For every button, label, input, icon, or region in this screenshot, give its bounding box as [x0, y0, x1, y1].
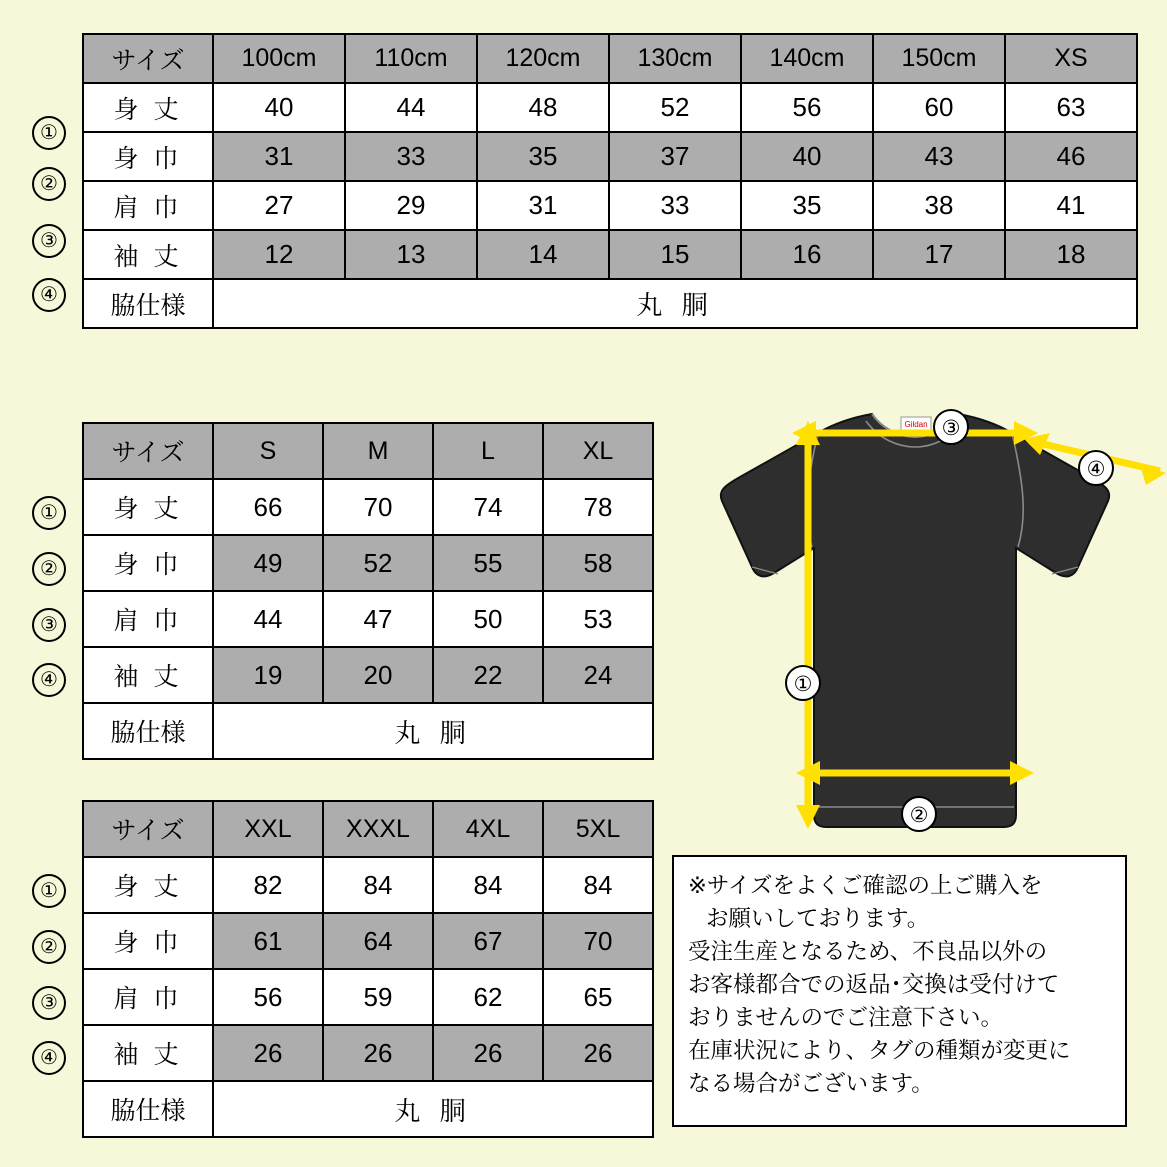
marker-body-width-adult: ②: [32, 552, 66, 586]
marker-body-width-kids: ②: [32, 167, 66, 201]
size-table-adult: [82, 422, 654, 760]
cell-value: 65: [543, 969, 653, 1025]
notes-box: [672, 855, 1127, 1127]
note-line: お願いしております。: [706, 906, 930, 931]
column-header: サイズ: [83, 801, 213, 857]
cell-value: 84: [323, 857, 433, 913]
column-header: 100cm: [213, 34, 345, 83]
spec-label: 脇仕様: [83, 1081, 213, 1137]
cell-value: 17: [873, 230, 1005, 279]
marker-shoulder-width-kids: ③: [32, 224, 66, 258]
cell-value: 18: [1005, 230, 1137, 279]
column-header: XXL: [213, 801, 323, 857]
cell-value: 40: [213, 83, 345, 132]
cell-value: 19: [213, 647, 323, 703]
note-line: 在庫状況により、タグの種類が変更に: [688, 1038, 1071, 1063]
cell-value: 44: [345, 83, 477, 132]
marker-body-length-big: ①: [32, 874, 66, 908]
cell-value: 59: [323, 969, 433, 1025]
spec-label: 脇仕様: [83, 279, 213, 328]
marker-shoulder-width-big: ③: [32, 986, 66, 1020]
cell-value: 27: [213, 181, 345, 230]
tshirt-diagram: [660, 395, 1167, 850]
cell-value: 22: [433, 647, 543, 703]
cell-value: 82: [213, 857, 323, 913]
svg-text:Gildan: Gildan: [904, 420, 928, 429]
marker-body-length-label: ①: [793, 673, 813, 696]
spec-value: 丸 胴: [213, 703, 653, 759]
spec-value: 丸 胴: [213, 1081, 653, 1137]
cell-value: 58: [543, 535, 653, 591]
cell-value: 46: [1005, 132, 1137, 181]
cell-value: 12: [213, 230, 345, 279]
note-line: ※サイズをよくご確認の上ご購入を: [688, 873, 1043, 898]
cell-value: 70: [323, 479, 433, 535]
note-line: なる場合がございます。: [688, 1071, 934, 1096]
cell-value: 61: [213, 913, 323, 969]
cell-value: 70: [543, 913, 653, 969]
cell-value: 84: [543, 857, 653, 913]
cell-value: 40: [741, 132, 873, 181]
table-row: [83, 913, 653, 969]
cell-value: 38: [873, 181, 1005, 230]
cell-value: 52: [323, 535, 433, 591]
size-table-kids: [82, 33, 1138, 329]
cell-value: 43: [873, 132, 1005, 181]
cell-value: 67: [433, 913, 543, 969]
cell-value: 56: [741, 83, 873, 132]
cell-value: 50: [433, 591, 543, 647]
table-row: [83, 132, 1137, 181]
cell-value: 20: [323, 647, 433, 703]
column-header: L: [433, 423, 543, 479]
table-header-row: [83, 423, 653, 479]
cell-value: 35: [477, 132, 609, 181]
cell-value: 14: [477, 230, 609, 279]
row-label: 身 巾: [83, 913, 213, 969]
table-row: [83, 969, 653, 1025]
column-header: 4XL: [433, 801, 543, 857]
row-label: 袖 丈: [83, 647, 213, 703]
spec-value: 丸 胴: [213, 279, 1137, 328]
table-row: [83, 591, 653, 647]
table-row: [83, 230, 1137, 279]
row-label: 袖 丈: [83, 1025, 213, 1081]
marker-body-width-big: ②: [32, 930, 66, 964]
cell-value: 33: [609, 181, 741, 230]
cell-value: 13: [345, 230, 477, 279]
cell-value: 49: [213, 535, 323, 591]
table-row: [83, 181, 1137, 230]
cell-value: 78: [543, 479, 653, 535]
tshirt-illustration: [721, 414, 1109, 827]
cell-value: 53: [543, 591, 653, 647]
row-label: 肩 巾: [83, 591, 213, 647]
column-header: XXXL: [323, 801, 433, 857]
cell-value: 48: [477, 83, 609, 132]
note-line: お客様都合での返品･交換は受付けて: [688, 972, 1060, 997]
marker-body-width-label: ②: [909, 804, 929, 827]
marker-body-length-kids: ①: [32, 116, 66, 150]
column-header: S: [213, 423, 323, 479]
table-row: [83, 647, 653, 703]
size-table-big: [82, 800, 654, 1138]
marker-sleeve-label: ④: [1086, 458, 1106, 481]
column-header: M: [323, 423, 433, 479]
table-row: [83, 535, 653, 591]
row-label: 身 丈: [83, 83, 213, 132]
cell-value: 66: [213, 479, 323, 535]
marker-shoulder-label: ③: [941, 417, 961, 440]
cell-value: 41: [1005, 181, 1137, 230]
cell-value: 74: [433, 479, 543, 535]
cell-value: 60: [873, 83, 1005, 132]
table-row: [83, 479, 653, 535]
column-header: XL: [543, 423, 653, 479]
cell-value: 84: [433, 857, 543, 913]
cell-value: 33: [345, 132, 477, 181]
cell-value: 15: [609, 230, 741, 279]
cell-value: 47: [323, 591, 433, 647]
table-row: [83, 83, 1137, 132]
column-header: 5XL: [543, 801, 653, 857]
row-label: 身 巾: [83, 535, 213, 591]
cell-value: 26: [323, 1025, 433, 1081]
cell-value: 37: [609, 132, 741, 181]
row-label: 身 丈: [83, 857, 213, 913]
cell-value: 62: [433, 969, 543, 1025]
cell-value: 16: [741, 230, 873, 279]
row-label: 身 巾: [83, 132, 213, 181]
cell-value: 26: [433, 1025, 543, 1081]
table-header-row: [83, 801, 653, 857]
note-line: 受注生産となるため、不良品以外の: [688, 939, 1048, 964]
table-row: [83, 857, 653, 913]
cell-value: 55: [433, 535, 543, 591]
cell-value: 35: [741, 181, 873, 230]
cell-value: 24: [543, 647, 653, 703]
cell-value: 63: [1005, 83, 1137, 132]
cell-value: 44: [213, 591, 323, 647]
column-header: 150cm: [873, 34, 1005, 83]
marker-shoulder-width-adult: ③: [32, 608, 66, 642]
marker-sleeve-length-kids: ④: [32, 278, 66, 312]
row-label: 肩 巾: [83, 181, 213, 230]
row-label: 肩 巾: [83, 969, 213, 1025]
column-header: 110cm: [345, 34, 477, 83]
cell-value: 64: [323, 913, 433, 969]
cell-value: 26: [213, 1025, 323, 1081]
column-header: サイズ: [83, 34, 213, 83]
column-header: 140cm: [741, 34, 873, 83]
spec-label: 脇仕様: [83, 703, 213, 759]
cell-value: 52: [609, 83, 741, 132]
table-spec-row: [83, 279, 1137, 328]
column-header: 120cm: [477, 34, 609, 83]
cell-value: 29: [345, 181, 477, 230]
column-header: XS: [1005, 34, 1137, 83]
row-label: 身 丈: [83, 479, 213, 535]
table-spec-row: [83, 1081, 653, 1137]
note-line: おりませんのでご注意下さい。: [688, 1005, 1004, 1030]
table-header-row: [83, 34, 1137, 83]
cell-value: 56: [213, 969, 323, 1025]
row-label: 袖 丈: [83, 230, 213, 279]
cell-value: 31: [213, 132, 345, 181]
cell-value: 26: [543, 1025, 653, 1081]
column-header: サイズ: [83, 423, 213, 479]
table-spec-row: [83, 703, 653, 759]
cell-value: 31: [477, 181, 609, 230]
table-row: [83, 1025, 653, 1081]
column-header: 130cm: [609, 34, 741, 83]
marker-sleeve-length-big: ④: [32, 1041, 66, 1075]
marker-body-length-adult: ①: [32, 496, 66, 530]
marker-sleeve-length-adult: ④: [32, 663, 66, 697]
